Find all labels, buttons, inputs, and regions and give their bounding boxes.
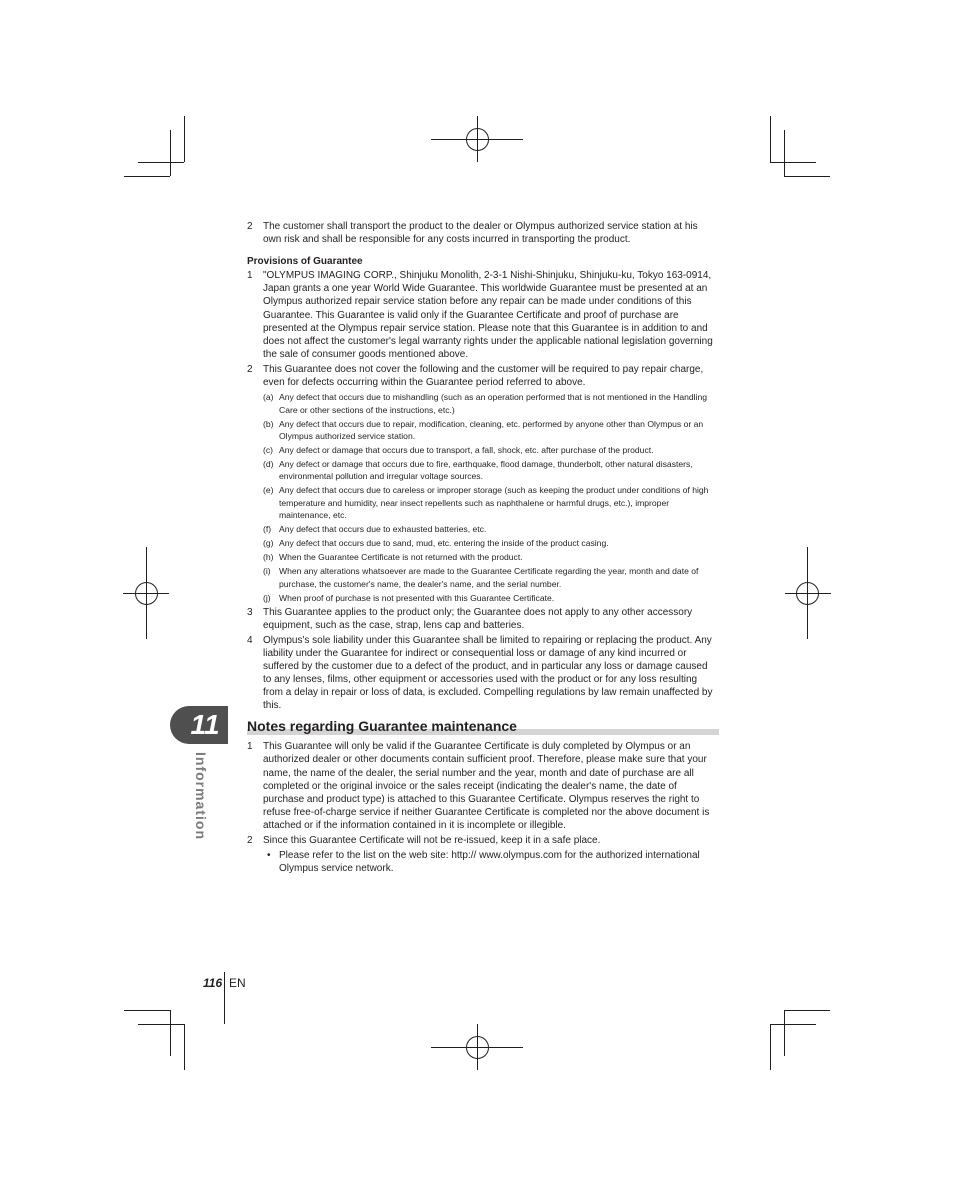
exclusion-item bbox=[247, 592, 717, 604]
exclusion-label: (g) bbox=[263, 538, 274, 549]
exclusion-text: Any defect or damage that occurs due to fire, earthquake, flood damage, thunderbolt, other natural disasters, environmental pollution and irregular voltage sources. bbox=[279, 458, 693, 482]
exclusion-text: Any defect that occurs due to exhausted batteries, etc. bbox=[279, 524, 487, 535]
item-number: 3 bbox=[247, 606, 253, 618]
item-text: Olympus's sole liability under this Guarantee shall be limited to repairing or replacing the product. Any liability under the Guarantee for indirect or consequential loss or damage of any kind incurred or suffered by the customer due to a defect of the product, and in particular any loss or damage caused to any lenses, films, other equipment or accessories used with the product or for any loss resulting from a delay in repair or loss of data, is excluded. Compelling regulations by law remain unaffected by this. bbox=[263, 634, 713, 712]
chapter-number: 11 bbox=[190, 709, 220, 740]
exclusion-label: (d) bbox=[263, 458, 274, 469]
exclusion-text: When proof of purchase is not presented with this Guarantee Certificate. bbox=[279, 592, 555, 603]
exclusion-item bbox=[247, 484, 717, 521]
chapter-label: Information bbox=[193, 752, 209, 840]
exclusion-label: (b) bbox=[263, 418, 274, 429]
exclusion-label: (h) bbox=[263, 552, 274, 563]
page-body bbox=[247, 220, 717, 875]
exclusion-text: Any defect that occurs due to mishandling (such as an operation performed that is not mentioned in the Handling Care or other sections of the instructions, etc.) bbox=[279, 392, 708, 415]
item-text: "OLYMPUS IMAGING CORP., Shinjuku Monolith, 2-3-1 Nishi-Shinjuku, Shinjuku-ku, Tokyo 163-0914, Japan grants a one year World Wide Guarantee. This worldwide Guarantee must be presented at an Olympus authorized repair service station before any repair can be made under conditions of this Guarantee. This Guarantee is valid only if the Guarantee Certificate and proof of purchase are presented at the Olympus repair service station. Please note that this Guarantee is in addition to and does not affect the customer's legal warranty rights under the applicable national legislation governing the sale of consumer goods mentioned above. bbox=[263, 270, 713, 360]
item-text: This Guarantee does not cover the following and the customer will be required to pay repair charge, even for defects occurring within the Guarantee period referred to above. bbox=[263, 363, 704, 389]
page-language: EN bbox=[229, 976, 246, 990]
exclusion-text: Any defect that occurs due to sand, mud, etc. entering the inside of the product casing. bbox=[279, 538, 609, 549]
section-heading bbox=[247, 718, 717, 736]
item-number: 1 bbox=[247, 741, 253, 753]
bullet-symbol: • bbox=[267, 850, 271, 862]
item-text: This Guarantee will only be valid if the Guarantee Certificate is duly completed by Olympus or an authorized dealer or other documents contain sufficient proof. Therefore, please make sure that your name, the name of the dealer, the serial number and the year, month and date of purchase are all completed or the original invoice or the sales receipt (indicating the dealer's name, the date of purchase and product type) is attached to this Guarantee Certificate. Olympus reserves the right to refuse free-of-charge service if neither Guarantee Certificate is completed nor the above document is attached or if the information contained in it is incomplete or illegible. bbox=[263, 741, 710, 831]
provision-item bbox=[247, 606, 717, 632]
exclusion-label: (a) bbox=[263, 392, 274, 403]
exclusion-item bbox=[247, 444, 717, 456]
item-text: Since this Guarantee Certificate will not be re-issued, keep it in a safe place. bbox=[263, 834, 601, 846]
exclusion-label: (i) bbox=[263, 566, 271, 577]
item-number: 2 bbox=[247, 221, 253, 232]
exclusion-label: (e) bbox=[263, 485, 274, 496]
exclusion-item bbox=[247, 523, 717, 535]
exclusion-item bbox=[247, 458, 717, 483]
exclusion-item bbox=[247, 418, 717, 443]
footer-divider bbox=[224, 972, 225, 1024]
exclusion-text: When the Guarantee Certificate is not returned with the product. bbox=[279, 552, 523, 563]
exclusion-text: Any defect that occurs due to careless or improper storage (such as keeping the product under conditions of high temperature and humidity, near insect repellents such as naphthalene or harmful drugs, etc.), improper maintenance, etc. bbox=[279, 485, 709, 521]
exclusion-label: (f) bbox=[263, 524, 272, 535]
exclusion-text: Any defect or damage that occurs due to transport, a fall, shock, etc. after purchase of the product. bbox=[279, 444, 654, 455]
exclusion-item bbox=[247, 537, 717, 549]
provision-item bbox=[247, 363, 717, 389]
page-number: 116 bbox=[203, 976, 223, 990]
item-text: This Guarantee applies to the product only; the Guarantee does not apply to any other accessory equipment, such as the case, strap, lens cap and batteries. bbox=[263, 606, 693, 631]
list-item bbox=[247, 220, 717, 246]
notes-heading: Notes regarding Guarantee maintenance bbox=[247, 718, 517, 735]
exclusion-label: (c) bbox=[263, 444, 274, 455]
item-number: 2 bbox=[247, 834, 253, 846]
exclusion-item bbox=[247, 391, 717, 416]
exclusion-text: When any alterations whatsoever are made to the Guarantee Certificate regarding the year, month and date of purchase, the customer's name, the dealer's name, and the serial number. bbox=[279, 566, 699, 589]
note-item bbox=[247, 740, 717, 832]
bullet-item bbox=[247, 849, 717, 875]
exclusion-item bbox=[247, 551, 717, 563]
provision-item bbox=[247, 634, 717, 713]
exclusion-item bbox=[247, 565, 717, 590]
exclusion-label: (j) bbox=[263, 592, 271, 603]
item-number: 4 bbox=[247, 634, 253, 646]
item-text: The customer shall transport the product to the dealer or Olympus authorized service station at his own risk and shall be responsible for any costs incurred in transporting the product. bbox=[263, 221, 698, 246]
provision-item bbox=[247, 269, 717, 361]
item-number: 2 bbox=[247, 363, 253, 375]
exclusion-text: Any defect that occurs due to repair, modification, cleaning, etc. performed by anyone other than Olympus or an Olympus authorized service station. bbox=[279, 418, 704, 441]
item-number: 1 bbox=[247, 270, 253, 282]
bullet-text: Please refer to the list on the web site: http:// www.olympus.com for the authorized international Olympus service network. bbox=[279, 850, 700, 875]
provisions-heading: Provisions of Guarantee bbox=[247, 256, 363, 268]
note-item bbox=[247, 834, 717, 847]
